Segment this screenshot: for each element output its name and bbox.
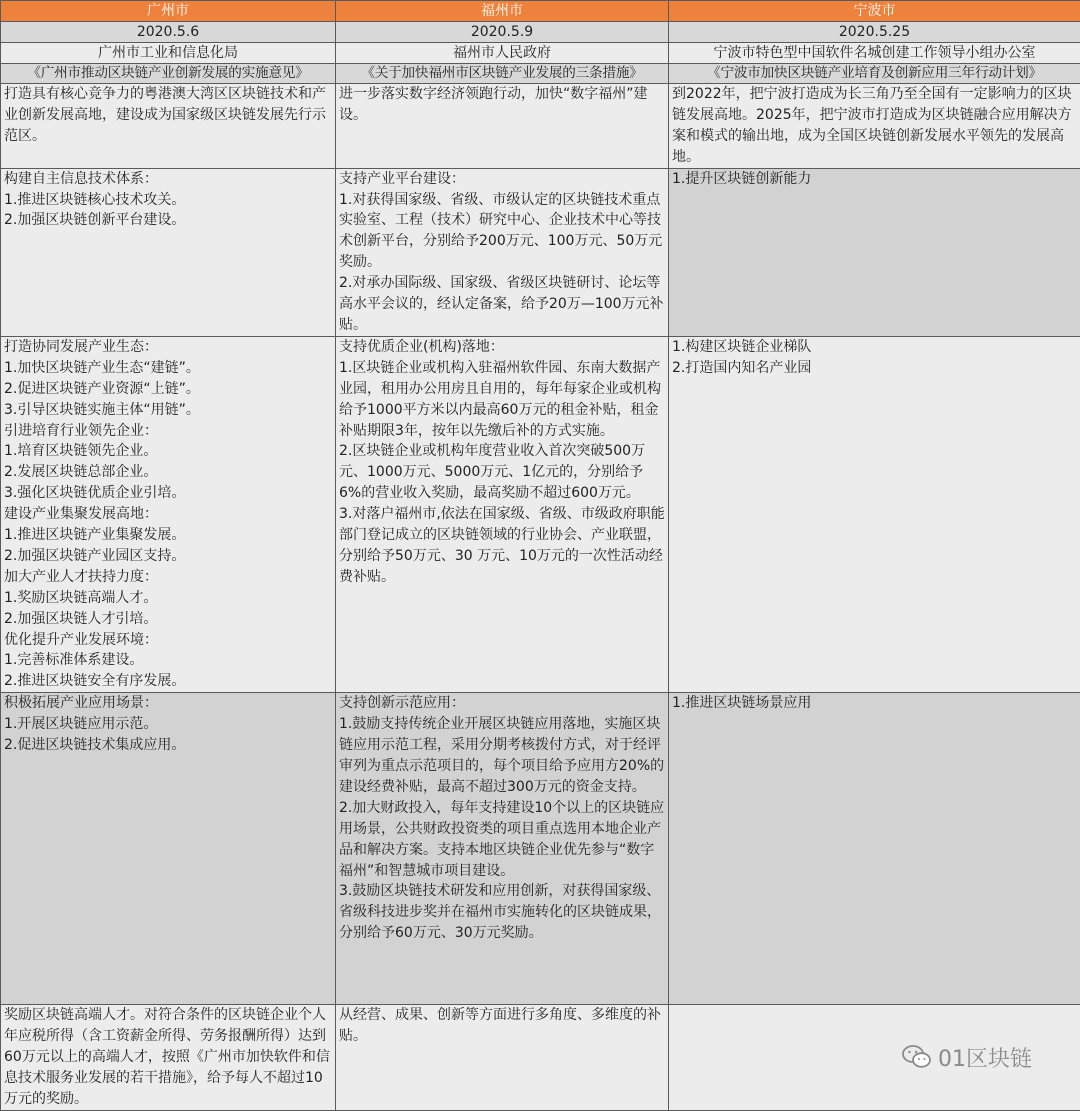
cell-line: 1.区块链企业或机构入驻福州软件园、东南大数据产业园，租用办公用房且自用的，每年每家企业或机构给予1000平方米以内最高60万元的租金补贴，租金补贴期限3年，按年以先缴后补的方式实施。 — [339, 358, 665, 442]
cell-line: 2.发展区块链总部企业。 — [4, 462, 332, 483]
issuer-row — [1, 43, 1080, 64]
cell-line: 2.促进区块链产业资源“上链”。 — [4, 379, 332, 400]
goal-ningbo: 到2022年，把宁波打造成为长三角乃至全国有一定影响力的区块链发展高地。2025年，把宁波市打造成为区块链融合应用解决方案和模式的输出地，成为全国区块链创新发展水平领先的发展高地。 — [669, 84, 1080, 169]
policy-title-guangzhou: 《广州市推动区块链产业创新发展的实施意见》 — [1, 64, 336, 84]
cell-line: 3.对落户福州市,依法在国家级、省级、市级政府职能部门登记成立的区块链领域的行业协会、产业联盟，分别给予50万元、30 万元、10万元的一次性活动经费补贴。 — [339, 504, 665, 588]
cell-line: 2.加强区块链创新平台建设。 — [4, 210, 332, 231]
cell-line: 建设产业集聚发展高地： — [4, 504, 332, 525]
section-row-platform — [1, 168, 1080, 336]
city-ningbo: 宁波市 — [669, 1, 1080, 22]
cell-line: 2.促进区块链技术集成应用。 — [4, 735, 332, 756]
section-guangzhou — [1, 336, 336, 692]
date-ningbo: 2020.5.25 — [669, 22, 1080, 43]
cell-line: 1.完善标准体系建设。 — [4, 650, 332, 671]
cell-line: 积极拓展产业应用场景： — [4, 693, 332, 714]
section-guangzhou — [1, 693, 336, 1005]
cell-line: 1.加快区块链产业生态“建链”。 — [4, 358, 332, 379]
cell-line: 优化提升产业发展环境： — [4, 630, 332, 651]
cell-line: 3.鼓励区块链技术研发和应用创新，对获得国家级、省级科技进步奖并在福州市实施转化的区块链成果，分别给予60万元、30万元奖励。 — [339, 881, 665, 944]
section-fuzhou — [336, 168, 669, 336]
cell-line: 3.强化区块链优质企业引培。 — [4, 483, 332, 504]
section-guangzhou — [1, 168, 336, 336]
cell-line: 1.开展区块链应用示范。 — [4, 714, 332, 735]
cell-line: 1.培育区块链领先企业。 — [4, 441, 332, 462]
section-ningbo — [669, 336, 1080, 692]
cell-line: 1.构建区块链企业梯队 — [672, 337, 1077, 358]
date-fuzhou: 2020.5.9 — [336, 22, 669, 43]
cell-line: 打造协同发展产业生态： — [4, 337, 332, 358]
section-ningbo — [669, 693, 1080, 1005]
cell-line: 支持创新示范应用： — [339, 693, 665, 714]
cell-line: 2.加强区块链人才引培。 — [4, 609, 332, 630]
city-fuzhou: 福州市 — [336, 1, 669, 22]
issuer-guangzhou: 广州市工业和信息化局 — [1, 43, 336, 64]
city-guangzhou: 广州市 — [1, 1, 336, 22]
cell-line: 1.推进区块链产业集聚发展。 — [4, 525, 332, 546]
goal-guangzhou: 打造具有核心竞争力的粤港澳大湾区区块链技术和产业创新发展高地，建设成为国家级区块链发展先行示范区。 — [1, 84, 336, 169]
cell-line: 1.奖励区块链高端人才。 — [4, 588, 332, 609]
cell-line: 2.加大财政投入，每年支持建设10个以上的区块链应用场景，公共财政投资类的项目重点选用本地企业产品和解决方案。支持本地区块链企业优先参与“数字福州”和智慧城市项目建设。 — [339, 798, 665, 882]
section-row-ecosystem — [1, 336, 1080, 692]
cell-line: 1.对获得国家级、省级、市级认定的区块链技术重点实验室、工程（技术）研究中心、企业技术中心等技术创新平台，分别给予200万元、100万元、50万元奖励。 — [339, 190, 665, 274]
cell-line: 2.区块链企业或机构年度营业收入首次突破500万元、1000万元、5000万元、1亿元的，分别给予6%的营业收入奖励，最高奖励不超过600万元。 — [339, 441, 665, 504]
cell-line: 1.推进区块链核心技术攻关。 — [4, 190, 332, 211]
cell-line: 从经营、成果、创新等方面进行多角度、多维度的补贴。 — [339, 1005, 665, 1047]
cell-line: 构建自主信息技术体系： — [4, 169, 332, 190]
section-row-application — [1, 693, 1080, 1005]
section-fuzhou — [336, 693, 669, 1005]
cell-line: 奖励区块链高端人才。对符合条件的区块链企业个人年应税所得（含工资薪金所得、劳务报酬所得）达到60万元以上的高端人才，按照《广州市加快软件和信息技术服务业发展的若干措施》，给予每人不超过10万元的奖励。 — [4, 1005, 332, 1110]
policy-title-row — [1, 64, 1080, 84]
city-header-row — [1, 1, 1080, 22]
section-ningbo — [669, 168, 1080, 336]
watermark — [902, 1040, 1062, 1074]
cell-line: 2.对承办国际级、国家级、省级区块链研讨、论坛等高水平会议的，经认定备案，给予20万—100万元补贴。 — [339, 273, 665, 336]
section-fuzhou — [336, 336, 669, 692]
cell-line: 加大产业人才扶持力度： — [4, 567, 332, 588]
goal-row — [1, 84, 1080, 169]
policy-title-ningbo: 《宁波市加快区块链产业培育及创新应用三年行动计划》 — [669, 64, 1080, 84]
cell-line: 2.加强区块链产业园区支持。 — [4, 546, 332, 567]
cell-line: 1.提升区块链创新能力 — [672, 169, 1077, 190]
wechat-icon — [902, 1044, 932, 1070]
cell-line: 支持优质企业(机构)落地： — [339, 337, 665, 358]
section-guangzhou — [1, 1005, 336, 1111]
cell-line: 1.推进区块链场景应用 — [672, 693, 1077, 714]
date-guangzhou: 2020.5.6 — [1, 22, 336, 43]
issuer-ningbo: 宁波市特色型中国软件名城创建工作领导小组办公室 — [669, 43, 1080, 64]
section-fuzhou — [336, 1005, 669, 1111]
cell-line: 1.鼓励支持传统企业开展区块链应用落地，实施区块链应用示范工程，采用分期考核拨付方式，对于经评审列为重点示范项目的，每个项目给予应用方20%的建设经费补贴，最高不超过300万元的资金支持。 — [339, 714, 665, 798]
policy-title-fuzhou: 《关于加快福州市区块链产业发展的三条措施》 — [336, 64, 669, 84]
date-row — [1, 22, 1080, 43]
goal-fuzhou: 进一步落实数字经济领跑行动，加快“数字福州”建设。 — [336, 84, 669, 169]
cell-line: 2.推进区块链安全有序发展。 — [4, 671, 332, 692]
cell-line: 3.引导区块链实施主体“用链”。 — [4, 400, 332, 421]
issuer-fuzhou: 福州市人民政府 — [336, 43, 669, 64]
cell-line: 引进培育行业领先企业： — [4, 421, 332, 442]
cell-line: 支持产业平台建设： — [339, 169, 665, 190]
watermark-text: 01区块链 — [938, 1042, 1032, 1073]
cell-line: 2.打造国内知名产业园 — [672, 358, 1077, 379]
